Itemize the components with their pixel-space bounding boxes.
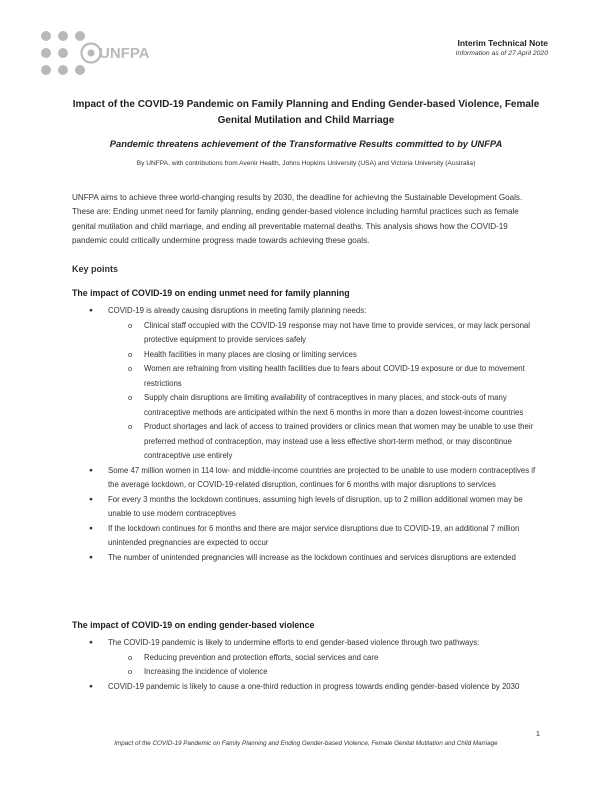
list-item: [72, 304, 542, 464]
note-title: Interim Technical Note: [457, 38, 548, 48]
intro-paragraph: UNFPA aims to achieve three world-changing results by 2030, the deadline for achieving the Sustainable Development Goals. These are: Ending unmet need for family planning, ending gender-based violence including harmful practices such as female genital mutilation and child marriage, and ending all preventable maternal deaths. This analysis shows how the COVID-19 pandemic could critically undermine progress made towards achieving these goals.: [72, 193, 523, 246]
sub-list: [108, 651, 542, 680]
list-item: ● For every 3 months the lockdown continues, assuming high levels of disruption, up to 2 million additional women may be unable to use modern contraceptives: [72, 493, 542, 522]
key-points-heading: Key points: [72, 264, 119, 274]
sub-list-item: o Health facilities in many places are closing or limiting services: [108, 348, 542, 363]
family-planning-list: [72, 304, 542, 565]
section-heading-gbv: The impact of COVID-19 on ending gender-based violence: [72, 620, 315, 630]
list-item-text: COVID-19 is already causing disruptions in meeting family planning needs:: [108, 306, 367, 315]
sub-list-item: o Supply chain disruptions are limiting availability of contraceptives in many places, and stock-outs of many contraceptive methods are anticipated within the next 6 months in more than a dozen lowest-income countries: [108, 391, 542, 420]
list-item: ● If the lockdown continues for 6 months and there are major service disruptions due to COVID-19, an additional 7 million unintended pregnancies are expected to occur: [72, 522, 542, 551]
section-heading-family-planning: The impact of COVID-19 on ending unmet need for family planning: [72, 288, 350, 298]
note-date: Information as of 27 April 2020: [455, 50, 548, 57]
logo-dots-icon: [41, 31, 85, 75]
list-item-text: The COVID-19 pandemic is likely to undermine efforts to end gender-based violence through two pathways:: [108, 638, 480, 647]
document-title: Impact of the COVID-19 Pandemic on Family Planning and Ending Gender-based Violence, Female Genital Mutilation and Child Marriage: [72, 99, 540, 126]
sub-list-item: o Reducing prevention and protection efforts, social services and care: [108, 651, 542, 666]
page-footer: Impact of the COVID-19 Pandemic on Family Planning and Ending Gender-based Violence, Female Genital Mutilation and Child Marriage: [114, 740, 498, 747]
list-item: ● COVID-19 pandemic is likely to cause a one-third reduction in progress towards ending gender-based violence by 2030: [72, 680, 542, 695]
gbv-list: [72, 636, 542, 694]
sub-list-item: o Women are refraining from visiting health facilities due to fears about COVID-19 exposure or due to movement restrictions: [108, 362, 542, 391]
page-number: 1: [535, 729, 540, 738]
sub-list-item: o Product shortages and lack of access to trained providers or clinics mean that women may be unable to use their preferred method of contraception, may instead use a less effective short-term method, or may discontinue contraceptive use entirely: [108, 420, 542, 464]
document-subtitle: Pandemic threatens achievement of the Transformative Results committed to by UNFPA: [109, 138, 503, 149]
unfpa-logo: [40, 27, 150, 83]
byline: By UNFPA, with contributions from Avenir Health, Johns Hopkins University (USA) and Victoria University (Australia): [136, 160, 476, 167]
logo-text: UNFPA: [99, 45, 150, 62]
list-item: ● Some 47 million women in 114 low- and middle-income countries are projected to be unable to use modern contraceptives if the average lockdown, or COVID-19-related disruption, continues for 6 months with major disruptions to services: [72, 464, 542, 493]
sub-list-item: o Clinical staff occupied with the COVID-19 response may not have time to provide services, or may lack personal protective equipment to provide services safely: [108, 319, 542, 348]
list-item: [72, 636, 542, 680]
sub-list-item: o Increasing the incidence of violence: [108, 665, 542, 680]
list-item: ● The number of unintended pregnancies will increase as the lockdown continues and services disruptions are extended: [72, 551, 542, 566]
sub-list: [108, 319, 542, 464]
